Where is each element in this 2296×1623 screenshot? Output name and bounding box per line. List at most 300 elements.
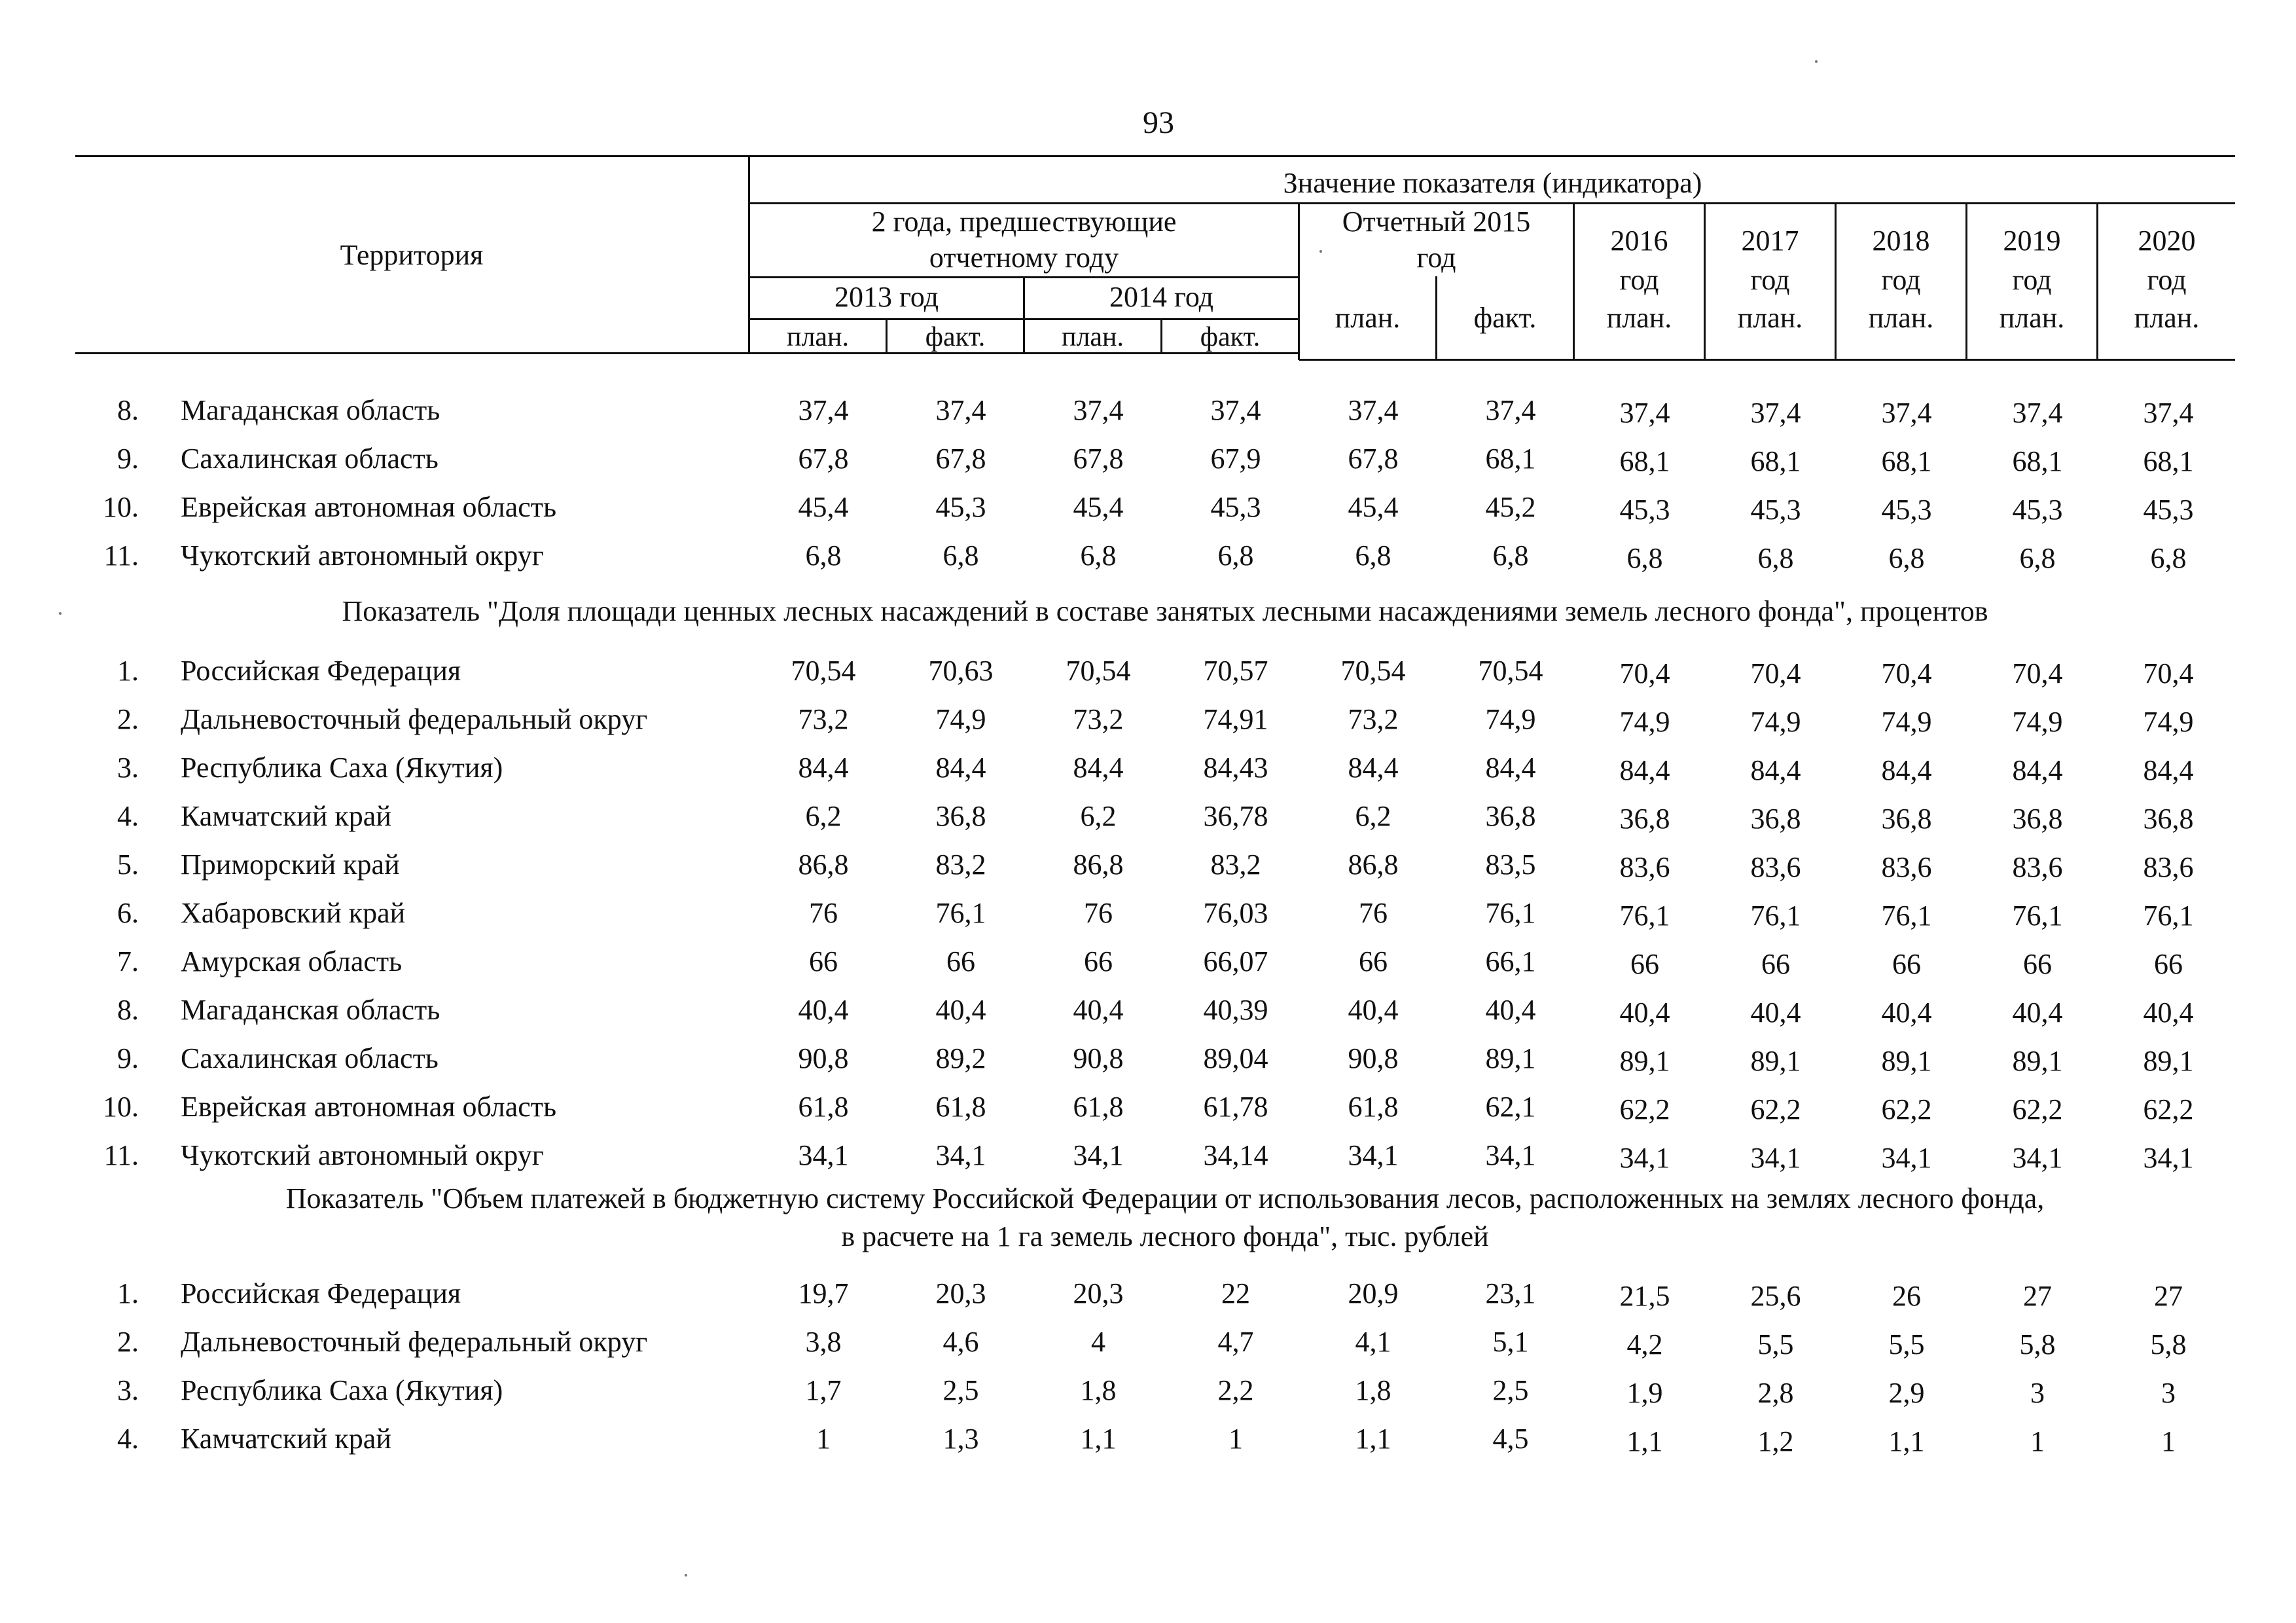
row-number: 4.	[117, 800, 139, 832]
value-cell: 2,8	[1757, 1377, 1794, 1409]
header-reporting-line1: Отчетный 2015	[1342, 206, 1531, 238]
value-cell: 84,4	[1485, 752, 1536, 784]
value-cell: 68,1	[1485, 443, 1536, 475]
value-cell: 6,8	[1080, 539, 1117, 572]
value-cell: 34,1	[1619, 1142, 1670, 1174]
territory-name: Республика Саха (Якутия)	[181, 752, 503, 784]
value-cell: 34,14	[1203, 1139, 1268, 1171]
value-cell: 40,39	[1203, 994, 1268, 1026]
value-cell: 3	[2030, 1377, 2045, 1409]
value-cell: 76,1	[2012, 900, 2063, 932]
value-cell: 4,7	[1217, 1326, 1254, 1358]
value-cell: 34,1	[1485, 1139, 1536, 1171]
value-cell: 84,4	[2012, 754, 2063, 786]
value-cell: 62,2	[2012, 1093, 2063, 1125]
value-cell: 76	[1359, 897, 1388, 929]
table-row	[0, 1269, 2296, 1318]
value-cell: 1,1	[1080, 1423, 1117, 1455]
table-row	[0, 841, 2296, 889]
value-cell: 61,8	[1073, 1091, 1124, 1123]
value-cell: 37,4	[2012, 397, 2063, 429]
header-indicator-value: Значение показателя (индикатора)	[1283, 167, 1702, 199]
value-cell: 27	[2154, 1280, 2183, 1312]
header-year-2016-plan: план.	[1606, 302, 1672, 334]
value-cell: 89,1	[1485, 1042, 1536, 1074]
value-cell: 66	[946, 945, 975, 977]
value-cell: 66	[1761, 948, 1790, 980]
value-cell: 2,2	[1217, 1374, 1254, 1406]
value-cell: 37,4	[1750, 397, 1801, 429]
row-number: 1.	[117, 655, 139, 687]
territory-name: Хабаровский край	[181, 897, 406, 929]
value-cell: 45,3	[1881, 494, 1932, 526]
row-number: 5.	[117, 848, 139, 881]
header-year-2017-god: год	[1750, 264, 1790, 296]
value-cell: 36,78	[1203, 800, 1268, 832]
territory-name: Приморский край	[181, 848, 400, 881]
value-cell: 6,8	[1757, 542, 1794, 574]
value-cell: 84,4	[1073, 752, 1124, 784]
table-row	[0, 938, 2296, 986]
value-cell: 36,8	[2143, 803, 2194, 835]
value-cell: 61,8	[935, 1091, 986, 1123]
value-cell: 40,4	[1750, 996, 1801, 1029]
territory-name: Дальневосточный федеральный округ	[181, 1326, 648, 1358]
header-year-2019-god: год	[2012, 264, 2052, 296]
value-cell: 76	[1084, 897, 1113, 929]
value-cell: 84,43	[1203, 752, 1268, 784]
value-cell: 89,1	[1750, 1045, 1801, 1077]
value-cell: 1	[2030, 1425, 2045, 1457]
value-cell: 73,2	[1073, 703, 1124, 735]
value-cell: 84,4	[2143, 754, 2194, 786]
value-cell: 34,1	[798, 1139, 849, 1171]
value-cell: 74,9	[1619, 706, 1670, 738]
value-cell: 84,4	[1881, 754, 1932, 786]
value-cell: 66	[1630, 948, 1659, 980]
value-cell: 67,8	[1348, 443, 1399, 475]
value-cell: 76,1	[1881, 900, 1932, 932]
header-year-2018-plan: план.	[1868, 302, 1934, 334]
value-cell: 40,4	[798, 994, 849, 1026]
value-cell: 40,4	[935, 994, 986, 1026]
territory-name: Магаданская область	[181, 394, 440, 426]
value-cell: 74,9	[1485, 703, 1536, 735]
territory-name: Камчатский край	[181, 800, 391, 832]
row-number: 7.	[117, 945, 139, 977]
value-cell: 37,4	[798, 394, 849, 426]
value-cell: 74,9	[935, 703, 986, 735]
territory-name: Чукотский автономный округ	[181, 539, 544, 572]
value-cell: 67,8	[798, 443, 849, 475]
header-reporting-line2: год	[1416, 242, 1456, 274]
value-cell: 83,6	[2143, 851, 2194, 883]
row-number: 11.	[103, 539, 139, 572]
value-cell: 1,8	[1080, 1374, 1117, 1406]
table-row	[0, 744, 2296, 792]
value-cell: 25,6	[1750, 1280, 1801, 1312]
table-row	[0, 695, 2296, 744]
row-number: 4.	[117, 1423, 139, 1455]
value-cell: 5,5	[1888, 1328, 1925, 1360]
territory-name: Сахалинская область	[181, 1042, 439, 1074]
value-cell: 1,7	[805, 1374, 842, 1406]
value-cell: 86,8	[1348, 848, 1399, 881]
value-cell: 40,4	[1485, 994, 1536, 1026]
value-cell: 1	[816, 1423, 831, 1455]
value-cell: 1,2	[1757, 1425, 1794, 1457]
value-cell: 37,4	[1619, 397, 1670, 429]
value-cell: 5,1	[1492, 1326, 1529, 1358]
value-cell: 90,8	[1073, 1042, 1124, 1074]
value-cell: 1,9	[1626, 1377, 1663, 1409]
value-cell: 6,8	[1626, 542, 1663, 574]
value-cell: 61,78	[1203, 1091, 1268, 1123]
header-2015-plan: план.	[1335, 302, 1401, 334]
header-two-years-line2: отчетному году	[929, 242, 1119, 274]
value-cell: 1,1	[1888, 1425, 1925, 1457]
value-cell: 36,8	[1881, 803, 1932, 835]
value-cell: 45,4	[798, 491, 849, 523]
value-cell: 6,8	[1217, 539, 1254, 572]
value-cell: 89,1	[1619, 1045, 1670, 1077]
row-number: 9.	[117, 1042, 139, 1074]
value-cell: 37,4	[1210, 394, 1261, 426]
page-number: 93	[1143, 105, 1174, 140]
row-number: 8.	[117, 394, 139, 426]
value-cell: 70,57	[1203, 655, 1268, 687]
value-cell: 3,8	[805, 1326, 842, 1358]
value-cell: 83,6	[1619, 851, 1670, 883]
table-row	[0, 483, 2296, 532]
value-cell: 68,1	[1881, 445, 1932, 477]
value-cell: 76	[809, 897, 838, 929]
value-cell: 45,3	[1750, 494, 1801, 526]
value-cell: 61,8	[798, 1091, 849, 1123]
value-cell: 45,3	[1210, 491, 1261, 523]
table-row	[0, 889, 2296, 938]
value-cell: 34,1	[1881, 1142, 1932, 1174]
value-cell: 37,4	[1073, 394, 1124, 426]
value-cell: 68,1	[2012, 445, 2063, 477]
value-cell: 37,4	[1348, 394, 1399, 426]
value-cell: 6,8	[1492, 539, 1529, 572]
value-cell: 62,2	[1619, 1093, 1670, 1125]
value-cell: 66	[2154, 948, 2183, 980]
value-cell: 70,4	[2012, 657, 2063, 689]
value-cell: 2,5	[1492, 1374, 1529, 1406]
value-cell: 40,4	[1881, 996, 1932, 1029]
value-cell: 84,4	[1619, 754, 1670, 786]
table-row	[0, 435, 2296, 483]
value-cell: 1,1	[1626, 1425, 1663, 1457]
value-cell: 21,5	[1619, 1280, 1670, 1312]
section-title: в расчете на 1 га земель лесного фонда", тыс. рублей	[841, 1220, 1489, 1252]
value-cell: 45,3	[935, 491, 986, 523]
value-cell: 76,03	[1203, 897, 1268, 929]
value-cell: 4,1	[1355, 1326, 1391, 1358]
value-cell: 1,8	[1355, 1374, 1391, 1406]
value-cell: 70,54	[1478, 655, 1543, 687]
value-cell: 70,54	[791, 655, 856, 687]
territory-name: Российская Федерация	[181, 1277, 461, 1309]
table-row	[0, 532, 2296, 580]
table-row	[0, 1366, 2296, 1415]
value-cell: 34,1	[935, 1139, 986, 1171]
table-row	[0, 1034, 2296, 1083]
table-row	[0, 792, 2296, 841]
value-cell: 3	[2161, 1377, 2176, 1409]
header-year-2018: 2018	[1872, 225, 1930, 257]
value-cell: 34,1	[1073, 1139, 1124, 1171]
value-cell: 89,04	[1203, 1042, 1268, 1074]
value-cell: 89,1	[2143, 1045, 2194, 1077]
scan-speck	[1815, 60, 1818, 63]
territory-name: Сахалинская область	[181, 443, 439, 475]
value-cell: 62,2	[2143, 1093, 2194, 1125]
territory-name: Еврейская автономная область	[181, 1091, 557, 1123]
value-cell: 62,2	[1750, 1093, 1801, 1125]
value-cell: 34,1	[1348, 1139, 1399, 1171]
header-year-2020-god: год	[2147, 264, 2187, 296]
value-cell: 4	[1091, 1326, 1105, 1358]
header-2013-plan: план.	[786, 322, 850, 352]
value-cell: 89,2	[935, 1042, 986, 1074]
table-row	[0, 986, 2296, 1034]
row-number: 2.	[117, 703, 139, 735]
value-cell: 37,4	[935, 394, 986, 426]
value-cell: 40,4	[1348, 994, 1399, 1026]
row-number: 10.	[103, 1091, 139, 1123]
scan-speck	[1319, 250, 1322, 253]
value-cell: 90,8	[798, 1042, 849, 1074]
header-year-2013: 2013 год	[834, 281, 939, 313]
value-cell: 36,8	[1485, 800, 1536, 832]
value-cell: 84,4	[1750, 754, 1801, 786]
value-cell: 66	[1084, 945, 1113, 977]
value-cell: 76,1	[935, 897, 986, 929]
header-bottom-rule-right	[1299, 359, 2235, 361]
value-cell: 40,4	[2012, 996, 2063, 1029]
value-cell: 6,2	[1080, 800, 1117, 832]
table-row	[0, 386, 2296, 435]
table-row	[0, 1083, 2296, 1131]
value-cell: 66	[1359, 945, 1388, 977]
territory-name: Российская Федерация	[181, 655, 461, 687]
value-cell: 34,1	[2143, 1142, 2194, 1174]
value-cell: 67,8	[935, 443, 986, 475]
header-top-rule	[75, 155, 2235, 157]
value-cell: 20,3	[935, 1277, 986, 1309]
value-cell: 76,1	[1750, 900, 1801, 932]
table-row	[0, 647, 2296, 695]
value-cell: 74,9	[2012, 706, 2063, 738]
value-cell: 19,7	[798, 1277, 849, 1309]
value-cell: 40,4	[1619, 996, 1670, 1029]
value-cell: 45,4	[1073, 491, 1124, 523]
value-cell: 36,8	[1619, 803, 1670, 835]
header-territory: Территория	[340, 239, 484, 271]
value-cell: 74,9	[1881, 706, 1932, 738]
value-cell: 45,3	[2012, 494, 2063, 526]
value-cell: 68,1	[2143, 445, 2194, 477]
value-cell: 62,1	[1485, 1091, 1536, 1123]
row-number: 9.	[117, 443, 139, 475]
value-cell: 37,4	[1881, 397, 1932, 429]
header-2013-fact: факт.	[925, 322, 986, 352]
value-cell: 66,07	[1203, 945, 1268, 977]
value-cell: 45,3	[2143, 494, 2194, 526]
value-cell: 23,1	[1485, 1277, 1536, 1309]
value-cell: 74,9	[1750, 706, 1801, 738]
territory-name: Республика Саха (Якутия)	[181, 1374, 503, 1406]
row-number: 2.	[117, 1326, 139, 1358]
value-cell: 73,2	[798, 703, 849, 735]
value-cell: 70,54	[1340, 655, 1406, 687]
value-cell: 76,1	[1619, 900, 1670, 932]
value-cell: 6,2	[1355, 800, 1391, 832]
value-cell: 66	[809, 945, 838, 977]
value-cell: 70,4	[1881, 657, 1932, 689]
value-cell: 6,8	[942, 539, 979, 572]
value-cell: 5,8	[2150, 1328, 2187, 1360]
header-year-2020: 2020	[2138, 225, 2196, 257]
row-number: 3.	[117, 752, 139, 784]
territory-name: Дальневосточный федеральный округ	[181, 703, 648, 735]
value-cell: 76,1	[1485, 897, 1536, 929]
territory-name: Еврейская автономная область	[181, 491, 557, 523]
value-cell: 1	[2161, 1425, 2176, 1457]
value-cell: 70,4	[1750, 657, 1801, 689]
value-cell: 34,1	[2012, 1142, 2063, 1174]
header-indicator-rule	[749, 202, 2235, 204]
table-row	[0, 1318, 2296, 1366]
header-two-years-line1: 2 года, предшествующие	[871, 206, 1177, 238]
value-cell: 36,8	[1750, 803, 1801, 835]
value-cell: 83,2	[1210, 848, 1261, 881]
header-year-2014: 2014 год	[1109, 281, 1214, 313]
value-cell: 62,2	[1881, 1093, 1932, 1125]
table-row	[0, 1131, 2296, 1180]
value-cell: 37,4	[1485, 394, 1536, 426]
value-cell: 74,91	[1203, 703, 1268, 735]
value-cell: 70,63	[928, 655, 994, 687]
value-cell: 86,8	[798, 848, 849, 881]
value-cell: 70,4	[1619, 657, 1670, 689]
scan-speck	[685, 1574, 687, 1577]
header-year-2016-god: год	[1619, 264, 1659, 296]
header-2014-plan: план.	[1061, 322, 1124, 352]
territory-name: Амурская область	[181, 945, 403, 977]
header-year-2020-plan: план.	[2134, 302, 2200, 334]
value-cell: 5,8	[2019, 1328, 2056, 1360]
value-cell: 6,8	[1355, 539, 1391, 572]
scan-speck	[59, 612, 62, 615]
row-number: 8.	[117, 994, 139, 1026]
section-title: Показатель "Объем платежей в бюджетную систему Российской Федерации от использования лесов, расположенных на землях лесного фонда,	[285, 1182, 2045, 1214]
value-cell: 1	[1229, 1423, 1243, 1455]
value-cell: 5,5	[1757, 1328, 1794, 1360]
header-year-2016: 2016	[1610, 225, 1668, 257]
value-cell: 90,8	[1348, 1042, 1399, 1074]
value-cell: 6,8	[1888, 542, 1925, 574]
row-number: 11.	[103, 1139, 139, 1171]
value-cell: 66	[1892, 948, 1921, 980]
value-cell: 37,4	[2143, 397, 2194, 429]
value-cell: 34,1	[1750, 1142, 1801, 1174]
value-cell: 66	[2023, 948, 2052, 980]
header-year-2019: 2019	[2003, 225, 2061, 257]
row-number: 10.	[103, 491, 139, 523]
value-cell: 20,3	[1073, 1277, 1124, 1309]
value-cell: 22	[1221, 1277, 1250, 1309]
value-cell: 84,4	[798, 752, 849, 784]
value-cell: 83,6	[1750, 851, 1801, 883]
value-cell: 86,8	[1073, 848, 1124, 881]
value-cell: 76,1	[2143, 900, 2194, 932]
value-cell: 70,4	[2143, 657, 2194, 689]
value-cell: 61,8	[1348, 1091, 1399, 1123]
territory-name: Магаданская область	[181, 994, 440, 1026]
value-cell: 26	[1892, 1280, 1921, 1312]
value-cell: 73,2	[1348, 703, 1399, 735]
value-cell: 6,8	[2019, 542, 2056, 574]
value-cell: 67,8	[1073, 443, 1124, 475]
header-year-2018-god: год	[1881, 264, 1921, 296]
table-row	[0, 1415, 2296, 1463]
header-2015-fact: факт.	[1473, 302, 1537, 334]
header-year-2017: 2017	[1741, 225, 1799, 257]
value-cell: 40,4	[2143, 996, 2194, 1029]
value-cell: 36,8	[935, 800, 986, 832]
value-cell: 68,1	[1619, 445, 1670, 477]
row-number: 1.	[117, 1277, 139, 1309]
value-cell: 27	[2023, 1280, 2052, 1312]
value-cell: 4,2	[1626, 1328, 1663, 1360]
value-cell: 4,6	[942, 1326, 979, 1358]
value-cell: 70,54	[1066, 655, 1131, 687]
header-year-2017-plan: план.	[1737, 302, 1803, 334]
value-cell: 4,5	[1492, 1423, 1529, 1455]
value-cell: 1,1	[1355, 1423, 1391, 1455]
value-cell: 2,9	[1888, 1377, 1925, 1409]
value-cell: 2,5	[942, 1374, 979, 1406]
territory-name: Чукотский автономный округ	[181, 1139, 544, 1171]
value-cell: 6,8	[2150, 542, 2187, 574]
header-year-2019-plan: план.	[1999, 302, 2065, 334]
value-cell: 45,3	[1619, 494, 1670, 526]
value-cell: 66,1	[1485, 945, 1536, 977]
value-cell: 20,9	[1348, 1277, 1399, 1309]
territory-name: Камчатский край	[181, 1423, 391, 1455]
value-cell: 84,4	[1348, 752, 1399, 784]
value-cell: 45,4	[1348, 491, 1399, 523]
row-number: 6.	[117, 897, 139, 929]
value-cell: 6,2	[805, 800, 842, 832]
value-cell: 36,8	[2012, 803, 2063, 835]
value-cell: 6,8	[805, 539, 842, 572]
value-cell: 68,1	[1750, 445, 1801, 477]
value-cell: 1,3	[942, 1423, 979, 1455]
value-cell: 89,1	[2012, 1045, 2063, 1077]
value-cell: 84,4	[935, 752, 986, 784]
section-title: Показатель "Доля площади ценных лесных насаждений в составе занятых лесными насаждениями земель лесного фонда", процентов	[342, 595, 1988, 627]
value-cell: 83,2	[935, 848, 986, 881]
value-cell: 83,6	[2012, 851, 2063, 883]
value-cell: 74,9	[2143, 706, 2194, 738]
value-cell: 83,6	[1881, 851, 1932, 883]
value-cell: 89,1	[1881, 1045, 1932, 1077]
